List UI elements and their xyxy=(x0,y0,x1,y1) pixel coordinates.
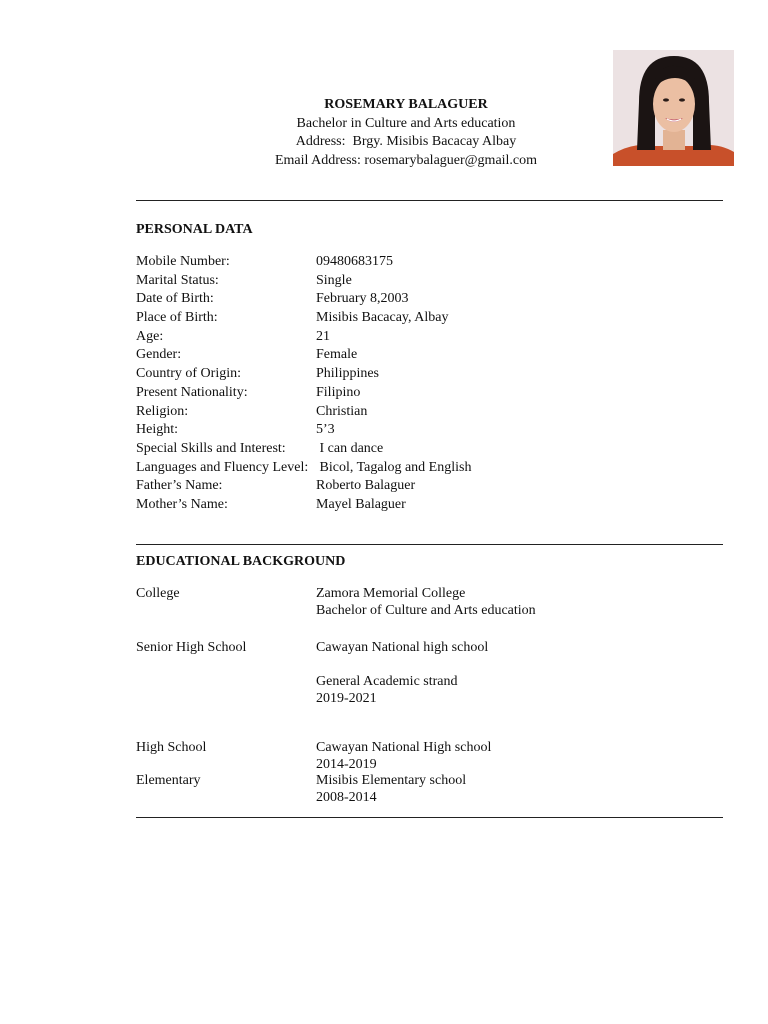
field-value: Philippines xyxy=(316,366,380,382)
personal-data-row xyxy=(136,328,723,347)
personal-data-row xyxy=(136,346,723,365)
personal-data-row xyxy=(136,290,723,309)
field-value: Female xyxy=(316,347,358,363)
personal-data-row xyxy=(136,309,723,328)
school-name: Misibis Elementary school xyxy=(316,773,467,788)
school-name: Cawayan National high school xyxy=(316,640,489,655)
school-years: 2019-2021 xyxy=(316,691,377,706)
field-value: Filipino xyxy=(316,384,361,400)
field-label: Mobile Number: xyxy=(136,254,230,269)
personal-data-row xyxy=(136,440,723,459)
education-details xyxy=(316,585,536,619)
personal-data-row xyxy=(136,403,723,422)
field-value: I can dance xyxy=(316,440,384,456)
field-label: Place of Birth: xyxy=(136,310,218,326)
field-label: Gender: xyxy=(136,347,182,363)
field-value: February 8,2003 xyxy=(316,291,409,307)
school-years: 2014-2019 xyxy=(316,757,377,772)
education-details xyxy=(316,739,491,773)
field-label: Marital Status: xyxy=(136,272,219,288)
field-label: Religion: xyxy=(136,403,189,419)
personal-data-row xyxy=(136,365,723,384)
field-label: Present Nationality: xyxy=(136,384,248,400)
personal-data-row xyxy=(136,459,723,478)
field-label: Father’s Name: xyxy=(136,478,223,494)
field-label: Age: xyxy=(136,328,164,344)
field-value: Mayel Balaguer xyxy=(316,496,406,512)
field-label: Date of Birth: xyxy=(136,291,214,307)
field-value: Christian xyxy=(316,403,368,419)
education-heading: EDUCATIONAL BACKGROUND xyxy=(136,554,346,569)
address-line: Address: Brgy. Misibis Bacacay Albay xyxy=(295,134,517,149)
email-line: Email Address: rosemarybalaguer@gmail.com xyxy=(274,152,538,168)
strand-name: General Academic strand xyxy=(316,674,458,689)
school-name: Cawayan National High school xyxy=(316,740,492,755)
personal-data-row xyxy=(136,496,723,515)
field-label: Special Skills and Interest: xyxy=(136,440,286,456)
personal-data-heading: PERSONAL DATA xyxy=(136,222,253,237)
resume-header xyxy=(136,96,676,170)
education-details xyxy=(316,772,466,806)
field-value: 09480683175 xyxy=(316,254,393,269)
divider-bottom xyxy=(136,817,723,818)
education-level-label: High School xyxy=(136,740,207,755)
personal-data-row xyxy=(136,253,723,272)
education-level-label: Elementary xyxy=(136,773,201,788)
education-level-label: Senior High School xyxy=(136,640,247,655)
education-details xyxy=(316,639,488,707)
personal-data-table xyxy=(136,253,723,515)
applicant-name: ROSEMARY BALAGUER xyxy=(324,97,488,112)
degree-line: Bachelor in Culture and Arts education xyxy=(296,115,516,131)
personal-data-row xyxy=(136,421,723,440)
course-name: Bachelor of Culture and Arts education xyxy=(316,603,536,618)
divider-top xyxy=(136,200,723,201)
field-value: 5’3 xyxy=(316,422,335,438)
field-value: Single xyxy=(316,272,352,288)
divider-middle xyxy=(136,544,723,545)
field-value: Bicol, Tagalog and English xyxy=(316,459,472,475)
field-value: Misibis Bacacay, Albay xyxy=(316,310,449,326)
field-label: Languages and Fluency Level: xyxy=(136,459,309,475)
profile-photo xyxy=(613,50,734,166)
field-value: 21 xyxy=(316,328,330,344)
education-level-label: College xyxy=(136,586,180,601)
school-name: Zamora Memorial College xyxy=(316,586,466,601)
personal-data-row xyxy=(136,384,723,403)
field-value: Roberto Balaguer xyxy=(316,478,416,494)
field-label: Mother’s Name: xyxy=(136,496,228,512)
field-label: Height: xyxy=(136,422,178,438)
field-label: Country of Origin: xyxy=(136,366,241,382)
personal-data-row xyxy=(136,272,723,291)
personal-data-row xyxy=(136,477,723,496)
school-years: 2008-2014 xyxy=(316,790,377,805)
